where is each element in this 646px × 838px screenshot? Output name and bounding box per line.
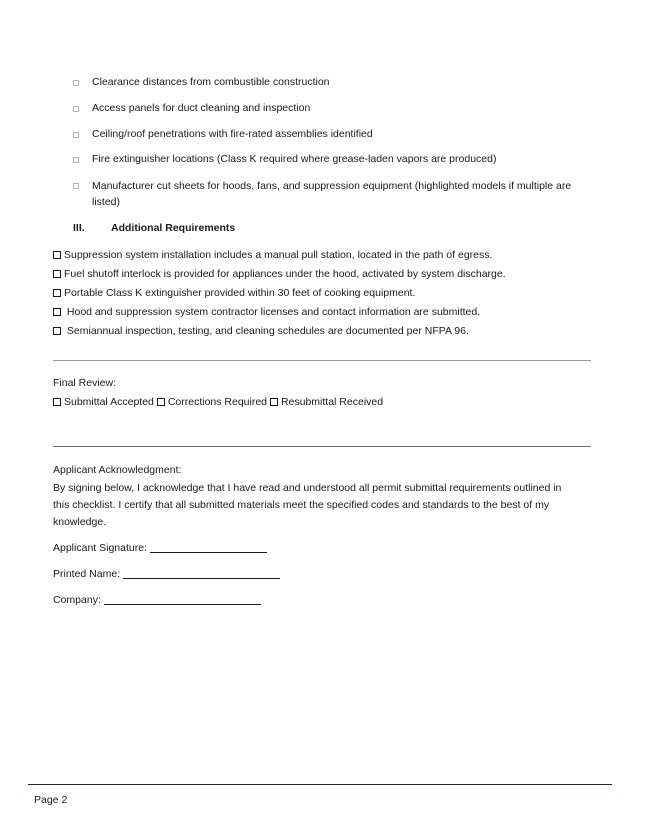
option-resubmittal: Resubmittal Received bbox=[280, 396, 384, 408]
checkbox-icon[interactable] bbox=[53, 270, 61, 278]
checkbox-icon[interactable] bbox=[270, 398, 278, 406]
acknowledgment-line: knowledge. bbox=[53, 516, 107, 528]
checkbox-icon[interactable] bbox=[73, 106, 79, 112]
checkbox-icon[interactable] bbox=[53, 327, 61, 335]
checkbox-icon[interactable] bbox=[157, 398, 165, 406]
requirement-text: Suppression system installation includes a manual pull station, located in the path of egress. bbox=[64, 249, 493, 261]
requirement-text: Portable Class K extinguisher provided within 30 feet of cooking equipment. bbox=[64, 287, 416, 299]
requirement-item bbox=[53, 324, 613, 339]
checkbox-icon[interactable] bbox=[73, 132, 79, 138]
signature-field bbox=[53, 541, 267, 556]
acknowledgment-line: this checklist. I certify that all submitted materials meet the specified codes and standards to the best of my bbox=[53, 499, 550, 511]
requirement-item bbox=[53, 286, 613, 301]
printed-name-field bbox=[53, 567, 280, 582]
requirement-text: Fuel shutoff interlock is provided for appliances under the hood, activated by system discharge. bbox=[64, 268, 506, 280]
list-item-text: Ceiling/roof penetrations with fire-rated assemblies identified bbox=[92, 128, 373, 140]
final-review-options bbox=[53, 395, 383, 410]
checkbox-icon[interactable] bbox=[73, 183, 79, 189]
requirement-item bbox=[53, 248, 613, 263]
signature-line[interactable] bbox=[150, 541, 267, 553]
list-item-text: Fire extinguisher locations (Class K required where grease-laden vapors are produced) bbox=[92, 153, 497, 165]
list-item-text: Manufacturer cut sheets for hoods, fans, and suppression equipment (highlighted models if multiple are listed) bbox=[92, 180, 572, 208]
checkbox-icon[interactable] bbox=[73, 157, 79, 163]
option-accepted: Submittal Accepted bbox=[64, 396, 154, 408]
checkbox-icon[interactable] bbox=[53, 398, 61, 406]
checkbox-icon[interactable] bbox=[53, 251, 61, 259]
list-item-text: Access panels for duct cleaning and inspection bbox=[92, 102, 311, 114]
company-line[interactable] bbox=[104, 593, 261, 605]
section-title: Additional Requirements bbox=[111, 222, 236, 234]
final-review-label: Final Review: bbox=[53, 377, 117, 389]
company-label: Company: bbox=[53, 594, 101, 606]
printed-name-line[interactable] bbox=[123, 567, 280, 579]
section-numeral: III. bbox=[73, 222, 85, 234]
page-number: Page 2 bbox=[34, 794, 68, 806]
requirement-text: Semiannual inspection, testing, and cleaning schedules are documented per NFPA 96. bbox=[64, 325, 469, 337]
company-field bbox=[53, 593, 261, 608]
list-item-text: Clearance distances from combustible construction bbox=[92, 76, 330, 88]
requirement-item bbox=[53, 267, 613, 282]
checkbox-icon[interactable] bbox=[53, 308, 61, 316]
requirement-item bbox=[53, 305, 613, 320]
divider bbox=[53, 360, 591, 361]
list-item bbox=[73, 178, 593, 212]
signature-label: Applicant Signature: bbox=[53, 542, 147, 554]
requirement-text: Hood and suppression system contractor licenses and contact information are submitted. bbox=[64, 306, 481, 318]
acknowledgment-line: By signing below, I acknowledge that I have read and understood all permit submittal requirements outlined in bbox=[53, 482, 562, 494]
divider bbox=[53, 446, 591, 447]
acknowledgment-heading: Applicant Acknowledgment: bbox=[53, 464, 182, 476]
checkbox-icon[interactable] bbox=[53, 289, 61, 297]
printed-name-label: Printed Name: bbox=[53, 568, 121, 580]
footer-rule bbox=[28, 784, 612, 785]
option-corrections: Corrections Required bbox=[167, 396, 268, 408]
checkbox-icon[interactable] bbox=[73, 80, 79, 86]
